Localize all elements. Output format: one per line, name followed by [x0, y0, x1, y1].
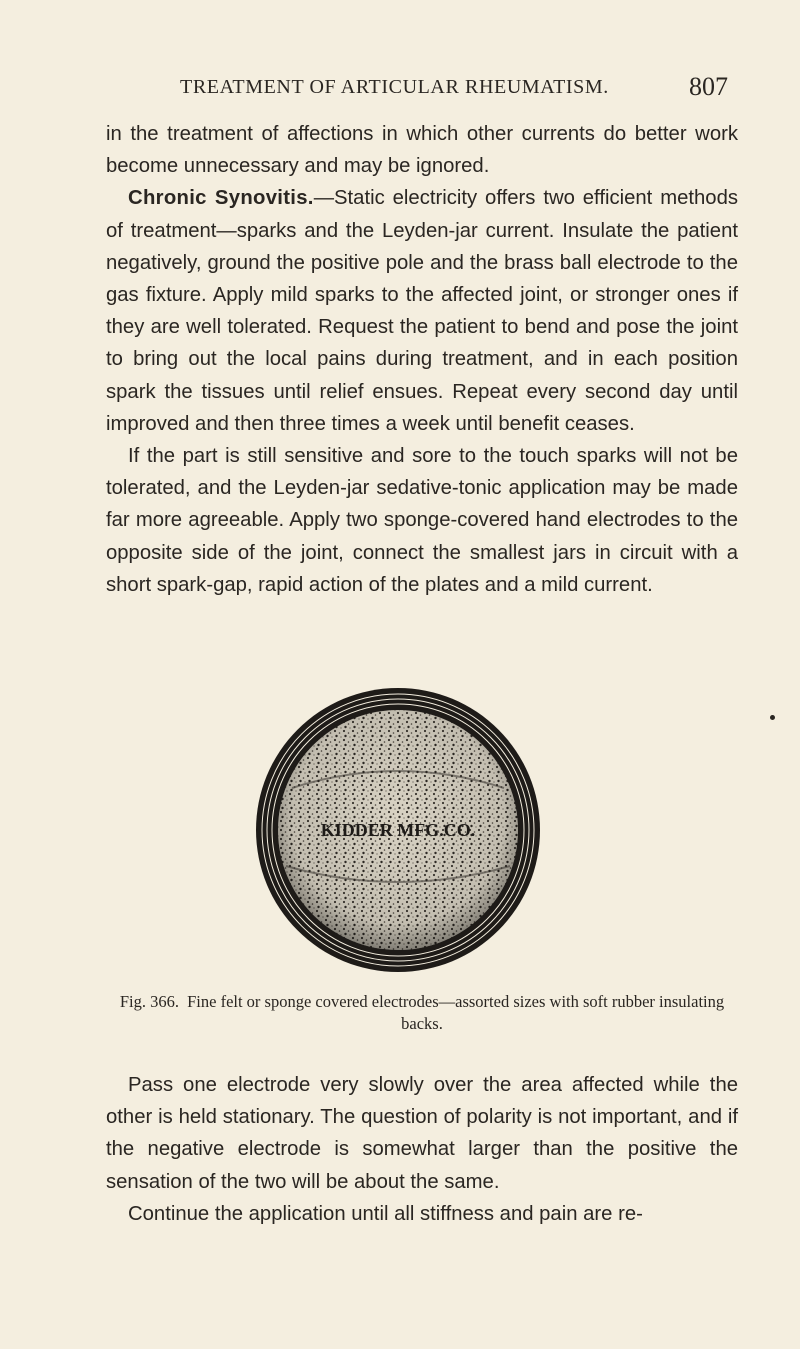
- text-block-lower: [106, 1069, 738, 1230]
- electrode-illustration: [252, 684, 544, 976]
- figure-caption: [106, 991, 738, 1035]
- figure-caption-text: Fine felt or sponge covered electrodes—assorted sizes with soft rubber insulating backs.: [187, 992, 725, 1033]
- svg-text:KIDDER MFG.CO.: KIDDER MFG.CO.: [320, 820, 476, 840]
- paragraph-sensitive-part: If the part is still sensitive and sore to the touch sparks will not be tolerated, and the Leyden-jar sedative-tonic application may be made far more agreeable. Apply two sponge-covered hand electrodes to the opposite side of the joint, connect the smallest jars in circuit with a short spark-gap, rapid action of the plates and a mild current.: [106, 445, 738, 596]
- ink-dot: [770, 715, 775, 720]
- figure-label: Fig. 366.: [119, 992, 179, 1011]
- paragraph-electrode-motion: Pass one electrode very slowly over the area affected while the other is held stationary. The question of polarity is not important, and if the negative electrode is somewhat larger than the positive the sensation of the two will be about the same.: [106, 1074, 738, 1193]
- paragraph-chronic-synovitis: [106, 182, 738, 440]
- page-number: 807: [689, 72, 728, 101]
- section-heading: Chronic Synovitis.: [128, 187, 314, 210]
- text-block-upper: [106, 118, 738, 601]
- running-title: TREATMENT OF ARTICULAR RHEUMATISM.: [180, 76, 609, 98]
- maker-stamp: [321, 820, 476, 840]
- running-head: [0, 72, 800, 106]
- paragraph-continuation: in the treatment of affections in which other currents do better work become unnecessary and may be ignored.: [106, 123, 738, 178]
- paragraph-text: —Static electricity offers two efficient methods of treatment—sparks and the Leyden-jar current. Insulate the patient negatively, ground the positive pole and the brass ball electrode to the gas fixture. Apply mild sparks to the affected joint, or stronger ones if they are well tolerated. Request the patient to bend and pose the joint to bring out the local pains during treatment, and in each position spark the tissues until relief ensues. Repeat every second day until improved and then three times a week until benefit ceases.: [106, 187, 738, 435]
- paragraph-continue: Continue the application until all stiffness and pain are re-: [128, 1202, 643, 1225]
- electrode-figure: [252, 684, 544, 976]
